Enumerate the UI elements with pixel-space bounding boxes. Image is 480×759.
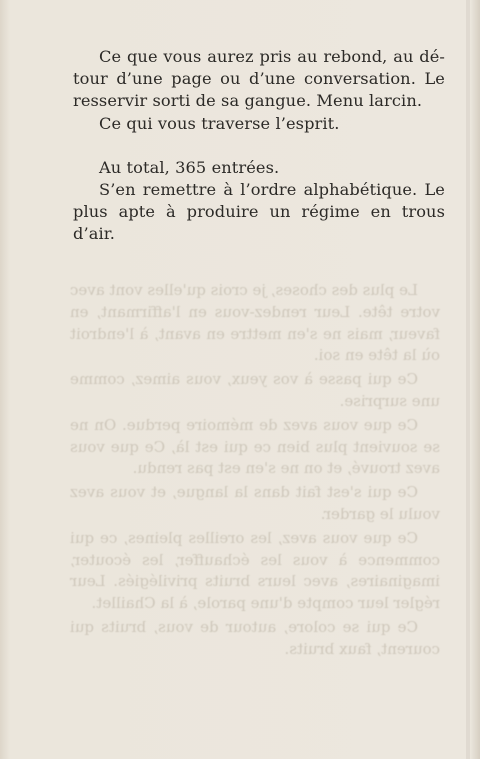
main-text <box>73 46 445 246</box>
paragraph-2: Ce qui vous traverse l’esprit. <box>99 113 340 133</box>
paragraph-1: Ce que vous aurez pris au rebond, au dé-tour d’une page ou d’une conversation. Le resservir sorti de sa gangue. Menu larcin. <box>73 47 445 111</box>
show-through-text: Le plus des choses, je crois qu'elles vont avec votre tête. Leur rendez-vous en l'affirmant, en faveur, mais ne s'en mettre en avant, à l'endroit où la tête en soi. Ce qui passe à vos yeux, vous aimez, comme une surprise. Ce que vous avez de mémoire perdue. On ne se souvient plus bien ce qui est là, Ce que vous avez trouvé, et on ne s'en est pas rendu. Ce qui s'est fait dans la langue, et vous avez voulu le garder. Ce que vous avez, les oreilles pleines, ce qui commence à vous les échauffer, les écouter, imaginaires, avec leurs bruits privilégiés. Leur régler leur compte d'une parole, à la Chaillet. Ce qui se colore, autour de vous, bruits qui courent, faux bruits. <box>70 281 440 658</box>
page-edge-shadow <box>466 0 470 759</box>
section-spacer <box>73 135 445 157</box>
paragraph-3: Au total, 365 entrées. <box>99 157 280 177</box>
paragraph-4: S’en remettre à l’ordre alphabétique. Le plus apte à produire un régime en trous d’air. <box>73 180 445 244</box>
